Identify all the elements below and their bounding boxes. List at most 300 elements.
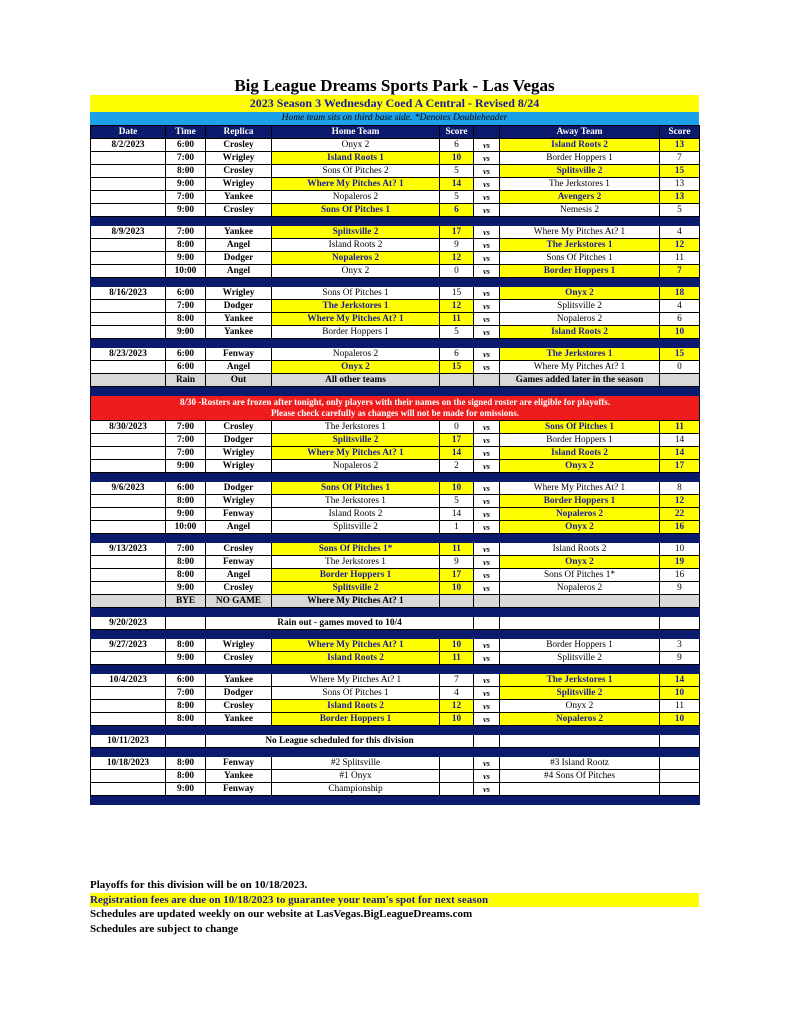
away-score-cell: 8 — [660, 482, 700, 495]
away-team-cell: Nopaleros 2 — [500, 582, 660, 595]
vs-cell: vs — [474, 639, 500, 652]
date-cell — [91, 770, 166, 783]
field-cell: Yankee — [206, 326, 272, 339]
home-score-cell: 2 — [440, 460, 474, 473]
home-score-cell — [440, 770, 474, 783]
home-team-note: Home team sits on third base side. *Denotes Doubleheader — [90, 112, 699, 125]
section-separator — [91, 217, 700, 226]
home-team-cell: Nopaleros 2 — [272, 460, 440, 473]
field-cell: Wrigley — [206, 460, 272, 473]
date-cell: 10/4/2023 — [91, 674, 166, 687]
home-score-cell: 17 — [440, 226, 474, 239]
field-cell: Wrigley — [206, 152, 272, 165]
home-score-cell — [440, 757, 474, 770]
time-cell: 7:00 — [166, 543, 206, 556]
vs-cell: vs — [474, 674, 500, 687]
time-cell: 7:00 — [166, 152, 206, 165]
date-cell — [91, 191, 166, 204]
away-team-cell: Nemesis 2 — [500, 204, 660, 217]
away-team-cell: Onyx 2 — [500, 460, 660, 473]
vs-cell: vs — [474, 165, 500, 178]
home-team-cell: Splitsville 2 — [272, 226, 440, 239]
time-cell: 7:00 — [166, 421, 206, 434]
away-score-cell: 12 — [660, 495, 700, 508]
away-team-cell — [500, 595, 660, 608]
game-row — [91, 460, 700, 473]
registration-note: Registration fees are due on 10/18/2023 to guarantee your team's spot for next season — [90, 893, 699, 908]
away-score-cell: 3 — [660, 639, 700, 652]
time-cell: 10:00 — [166, 521, 206, 534]
game-row — [91, 252, 700, 265]
date-cell — [91, 239, 166, 252]
away-team-cell: #3 Island Rootz — [500, 757, 660, 770]
away-team-cell: Avengers 2 — [500, 191, 660, 204]
away-team-cell: #4 Sons Of Pitches — [500, 770, 660, 783]
field-cell: Angel — [206, 521, 272, 534]
field-cell: Fenway — [206, 556, 272, 569]
away-score-cell: 0 — [660, 361, 700, 374]
empty-cell — [474, 735, 500, 748]
schedule-body — [91, 139, 700, 805]
vs-cell: vs — [474, 313, 500, 326]
away-team-cell: Onyx 2 — [500, 700, 660, 713]
field-cell: Wrigley — [206, 495, 272, 508]
vs-cell: vs — [474, 543, 500, 556]
vs-cell: vs — [474, 348, 500, 361]
time-cell: 8:00 — [166, 713, 206, 726]
separator-bar — [91, 748, 700, 757]
home-team-cell: Sons Of Pitches 1 — [272, 287, 440, 300]
time-cell: 6:00 — [166, 348, 206, 361]
away-score-cell: 7 — [660, 152, 700, 165]
home-score-cell: 14 — [440, 447, 474, 460]
away-team-cell: Sons Of Pitches 1 — [500, 252, 660, 265]
home-score-cell: 12 — [440, 252, 474, 265]
away-score-cell — [660, 374, 700, 387]
vs-cell: vs — [474, 265, 500, 278]
date-cell: 9/6/2023 — [91, 482, 166, 495]
home-score-cell — [440, 374, 474, 387]
time-cell: 8:00 — [166, 165, 206, 178]
home-score-cell: 10 — [440, 582, 474, 595]
vs-cell: vs — [474, 687, 500, 700]
separator-bar — [91, 665, 700, 674]
away-score-cell: 13 — [660, 178, 700, 191]
away-score-cell: 22 — [660, 508, 700, 521]
home-team-cell: Island Roots 2 — [272, 700, 440, 713]
home-team-cell: The Jerkstores 1 — [272, 421, 440, 434]
game-row — [91, 700, 700, 713]
vs-cell: vs — [474, 226, 500, 239]
home-score-cell: 14 — [440, 508, 474, 521]
away-team-cell: Island Roots 2 — [500, 326, 660, 339]
vs-cell: vs — [474, 178, 500, 191]
game-row — [91, 687, 700, 700]
field-cell: NO GAME — [206, 595, 272, 608]
home-team-cell: Onyx 2 — [272, 139, 440, 152]
away-team-cell: Island Roots 2 — [500, 139, 660, 152]
away-team-cell: Island Roots 2 — [500, 543, 660, 556]
time-cell: 9:00 — [166, 460, 206, 473]
game-row — [91, 521, 700, 534]
time-cell: 9:00 — [166, 252, 206, 265]
home-team-cell: The Jerkstores 1 — [272, 495, 440, 508]
time-cell: 9:00 — [166, 326, 206, 339]
time-cell: 8:00 — [166, 556, 206, 569]
away-team-cell: The Jerkstores 1 — [500, 239, 660, 252]
game-row — [91, 447, 700, 460]
away-score-cell: 13 — [660, 191, 700, 204]
away-team-cell: Border Hoppers 1 — [500, 265, 660, 278]
time-cell: 7:00 — [166, 191, 206, 204]
schedule-note-row — [91, 617, 700, 630]
vs-cell: vs — [474, 204, 500, 217]
game-row — [91, 434, 700, 447]
home-team-cell: Nopaleros 2 — [272, 191, 440, 204]
roster-notice-line2: Please check carefully as changes will not be made for omissions. — [271, 408, 519, 418]
time-cell: 8:00 — [166, 770, 206, 783]
home-score-cell: 1 — [440, 521, 474, 534]
field-cell: Dodger — [206, 300, 272, 313]
date-cell — [91, 687, 166, 700]
time-cell: 8:00 — [166, 239, 206, 252]
game-row — [91, 639, 700, 652]
time-cell: 8:00 — [166, 313, 206, 326]
home-team-cell: Border Hoppers 1 — [272, 569, 440, 582]
separator-bar — [91, 796, 700, 805]
schedule-note-row — [91, 735, 700, 748]
date-cell — [91, 521, 166, 534]
game-row — [91, 152, 700, 165]
away-team-cell: The Jerkstores 1 — [500, 178, 660, 191]
header-replica: Replica — [206, 126, 272, 139]
field-cell: Wrigley — [206, 447, 272, 460]
away-score-cell: 15 — [660, 348, 700, 361]
date-cell — [91, 252, 166, 265]
game-row — [91, 543, 700, 556]
home-score-cell: 6 — [440, 204, 474, 217]
home-score-cell: 6 — [440, 348, 474, 361]
field-cell: Fenway — [206, 783, 272, 796]
header-home-team: Home Team — [272, 126, 440, 139]
section-separator — [91, 630, 700, 639]
away-score-cell: 6 — [660, 313, 700, 326]
away-score-cell — [660, 757, 700, 770]
empty-cell — [660, 735, 700, 748]
away-score-cell: 14 — [660, 447, 700, 460]
away-team-cell: Splitsville 2 — [500, 165, 660, 178]
away-team-cell: Nopaleros 2 — [500, 713, 660, 726]
date-cell — [91, 447, 166, 460]
date-cell — [91, 178, 166, 191]
time-cell: 8:00 — [166, 569, 206, 582]
date-cell — [91, 361, 166, 374]
away-score-cell: 14 — [660, 434, 700, 447]
vs-cell: vs — [474, 326, 500, 339]
vs-cell: vs — [474, 460, 500, 473]
vs-cell — [474, 595, 500, 608]
field-cell: Yankee — [206, 713, 272, 726]
home-team-cell: Border Hoppers 1 — [272, 326, 440, 339]
section-separator — [91, 339, 700, 348]
away-score-cell — [660, 783, 700, 796]
date-cell: 8/9/2023 — [91, 226, 166, 239]
away-team-cell: Island Roots 2 — [500, 447, 660, 460]
home-team-cell: Island Roots 2 — [272, 508, 440, 521]
vs-cell — [474, 374, 500, 387]
field-cell: Wrigley — [206, 178, 272, 191]
field-cell: Wrigley — [206, 287, 272, 300]
playoffs-note: Playoffs for this division will be on 10/18/2023. — [90, 879, 308, 891]
field-cell: Crosley — [206, 421, 272, 434]
away-team-cell: Sons Of Pitches 1* — [500, 569, 660, 582]
home-score-cell: 17 — [440, 569, 474, 582]
home-team-cell: Where My Pitches At? 1 — [272, 674, 440, 687]
vs-cell: vs — [474, 700, 500, 713]
away-team-cell: Splitsville 2 — [500, 652, 660, 665]
time-cell: 8:00 — [166, 700, 206, 713]
vs-cell: vs — [474, 783, 500, 796]
header-vs — [474, 126, 500, 139]
game-row — [91, 348, 700, 361]
vs-cell: vs — [474, 152, 500, 165]
away-team-cell: Splitsville 2 — [500, 300, 660, 313]
away-score-cell — [660, 770, 700, 783]
field-cell: Crosley — [206, 582, 272, 595]
home-score-cell: 12 — [440, 700, 474, 713]
page-subtitle: 2023 Season 3 Wednesday Coed A Central - Revised 8/24 — [90, 95, 699, 112]
separator-bar — [91, 726, 700, 735]
empty-cell — [166, 617, 206, 630]
header-away-score: Score — [660, 126, 700, 139]
home-team-cell: Sons Of Pitches 2 — [272, 165, 440, 178]
home-score-cell — [440, 783, 474, 796]
time-cell: 6:00 — [166, 482, 206, 495]
home-team-cell: Sons Of Pitches 1 — [272, 204, 440, 217]
roster-notice-line1: 8/30 -Rosters are frozen after tonight, only players with their names on the signed roster are eligible for playoffs. — [179, 397, 611, 407]
date-cell — [91, 700, 166, 713]
roster-freeze-notice — [91, 396, 700, 421]
website-note: Schedules are updated weekly on our website at LasVegas.BigLeagueDreams.com — [90, 908, 473, 920]
away-score-cell: 11 — [660, 700, 700, 713]
home-score-cell: 14 — [440, 178, 474, 191]
home-team-cell: Championship — [272, 783, 440, 796]
page-title: Big League Dreams Sports Park - Las Vegas — [234, 76, 555, 95]
home-team-cell: Splitsville 2 — [272, 582, 440, 595]
vs-cell: vs — [474, 421, 500, 434]
away-team-cell: The Jerkstores 1 — [500, 674, 660, 687]
vs-cell: vs — [474, 287, 500, 300]
away-score-cell: 10 — [660, 713, 700, 726]
vs-cell: vs — [474, 713, 500, 726]
game-row — [91, 713, 700, 726]
vs-cell: vs — [474, 652, 500, 665]
field-cell: Angel — [206, 361, 272, 374]
time-cell: 7:00 — [166, 300, 206, 313]
vs-cell: vs — [474, 482, 500, 495]
home-team-cell: Onyx 2 — [272, 265, 440, 278]
time-cell: 7:00 — [166, 687, 206, 700]
vs-cell: vs — [474, 191, 500, 204]
home-score-cell: 5 — [440, 495, 474, 508]
time-cell: 9:00 — [166, 783, 206, 796]
home-team-cell: #2 Splitsville — [272, 757, 440, 770]
time-cell: 9:00 — [166, 178, 206, 191]
separator-bar — [91, 278, 700, 287]
section-separator — [91, 608, 700, 617]
game-row — [91, 326, 700, 339]
vs-cell: vs — [474, 757, 500, 770]
section-separator — [91, 726, 700, 735]
home-score-cell: 10 — [440, 482, 474, 495]
game-row — [91, 361, 700, 374]
date-cell — [91, 569, 166, 582]
away-team-cell — [500, 783, 660, 796]
game-row — [91, 300, 700, 313]
field-cell: Dodger — [206, 482, 272, 495]
home-team-cell: Where My Pitches At? 1 — [272, 447, 440, 460]
field-cell: Yankee — [206, 674, 272, 687]
home-team-cell: Island Roots 2 — [272, 239, 440, 252]
away-team-cell: Where My Pitches At? 1 — [500, 361, 660, 374]
game-row — [91, 178, 700, 191]
field-cell: Crosley — [206, 165, 272, 178]
home-team-cell: Nopaleros 2 — [272, 252, 440, 265]
field-cell: Angel — [206, 239, 272, 252]
away-team-cell: Onyx 2 — [500, 556, 660, 569]
table-header — [91, 126, 700, 139]
field-cell: Angel — [206, 569, 272, 582]
date-cell — [91, 713, 166, 726]
home-score-cell: 5 — [440, 165, 474, 178]
time-cell: 6:00 — [166, 139, 206, 152]
home-team-cell: The Jerkstores 1 — [272, 556, 440, 569]
field-cell: Dodger — [206, 434, 272, 447]
time-cell: 8:00 — [166, 757, 206, 770]
time-cell: 7:00 — [166, 447, 206, 460]
away-score-cell: 17 — [660, 460, 700, 473]
vs-cell: vs — [474, 434, 500, 447]
date-cell — [91, 300, 166, 313]
field-cell: Fenway — [206, 348, 272, 361]
note-cell: Rain out - games moved to 10/4 — [206, 617, 474, 630]
vs-cell: vs — [474, 361, 500, 374]
date-cell — [91, 204, 166, 217]
bye-row — [91, 374, 700, 387]
home-team-cell: Splitsville 2 — [272, 434, 440, 447]
field-cell: Yankee — [206, 313, 272, 326]
away-team-cell: Border Hoppers 1 — [500, 639, 660, 652]
date-cell — [91, 265, 166, 278]
vs-cell: vs — [474, 770, 500, 783]
away-score-cell: 14 — [660, 674, 700, 687]
away-score-cell: 11 — [660, 421, 700, 434]
home-team-cell: Sons Of Pitches 1 — [272, 482, 440, 495]
home-team-cell: All other teams — [272, 374, 440, 387]
field-cell: Dodger — [206, 252, 272, 265]
game-row — [91, 191, 700, 204]
home-score-cell: 11 — [440, 543, 474, 556]
home-team-cell: The Jerkstores 1 — [272, 300, 440, 313]
field-cell: Wrigley — [206, 639, 272, 652]
vs-cell: vs — [474, 139, 500, 152]
field-cell: Dodger — [206, 687, 272, 700]
game-row — [91, 239, 700, 252]
date-cell — [91, 652, 166, 665]
game-row — [91, 482, 700, 495]
home-score-cell: 10 — [440, 713, 474, 726]
separator-bar — [91, 630, 700, 639]
field-cell: Crosley — [206, 139, 272, 152]
home-score-cell: 10 — [440, 152, 474, 165]
game-row — [91, 582, 700, 595]
field-cell: Fenway — [206, 757, 272, 770]
header-away-team: Away Team — [500, 126, 660, 139]
empty-cell — [500, 617, 660, 630]
home-score-cell: 11 — [440, 652, 474, 665]
date-cell: 9/20/2023 — [91, 617, 166, 630]
section-separator — [91, 387, 700, 396]
away-score-cell: 4 — [660, 300, 700, 313]
time-cell: 6:00 — [166, 287, 206, 300]
field-cell: Yankee — [206, 770, 272, 783]
away-score-cell: 13 — [660, 139, 700, 152]
game-row — [91, 783, 700, 796]
time-cell: BYE — [166, 595, 206, 608]
header-date: Date — [91, 126, 166, 139]
time-cell: 6:00 — [166, 361, 206, 374]
empty-cell — [500, 735, 660, 748]
field-cell: Yankee — [206, 226, 272, 239]
date-cell: 8/30/2023 — [91, 421, 166, 434]
field-cell: Crosley — [206, 652, 272, 665]
game-row — [91, 139, 700, 152]
date-cell: 9/27/2023 — [91, 639, 166, 652]
away-team-cell: Where My Pitches At? 1 — [500, 482, 660, 495]
note-cell: No League scheduled for this division — [206, 735, 474, 748]
home-score-cell: 0 — [440, 265, 474, 278]
away-score-cell: 16 — [660, 569, 700, 582]
empty-cell — [660, 617, 700, 630]
home-score-cell: 4 — [440, 687, 474, 700]
away-score-cell: 11 — [660, 252, 700, 265]
date-cell — [91, 374, 166, 387]
home-team-cell: Onyx 2 — [272, 361, 440, 374]
vs-cell: vs — [474, 521, 500, 534]
footer-notes — [90, 878, 699, 936]
date-cell — [91, 165, 166, 178]
away-team-cell: Border Hoppers 1 — [500, 152, 660, 165]
away-score-cell: 7 — [660, 265, 700, 278]
vs-cell: vs — [474, 447, 500, 460]
time-cell: 9:00 — [166, 582, 206, 595]
date-cell: 8/16/2023 — [91, 287, 166, 300]
home-team-cell: #1 Onyx — [272, 770, 440, 783]
away-score-cell: 5 — [660, 204, 700, 217]
roster-notice-text — [91, 396, 700, 421]
home-score-cell — [440, 595, 474, 608]
home-team-cell: Sons Of Pitches 1 — [272, 687, 440, 700]
home-team-cell: Island Roots 2 — [272, 652, 440, 665]
away-team-cell: The Jerkstores 1 — [500, 348, 660, 361]
vs-cell: vs — [474, 495, 500, 508]
game-row — [91, 495, 700, 508]
home-score-cell: 0 — [440, 421, 474, 434]
home-score-cell: 9 — [440, 239, 474, 252]
away-team-cell: Border Hoppers 1 — [500, 434, 660, 447]
home-team-cell: Nopaleros 2 — [272, 348, 440, 361]
home-team-cell: Splitsville 2 — [272, 521, 440, 534]
